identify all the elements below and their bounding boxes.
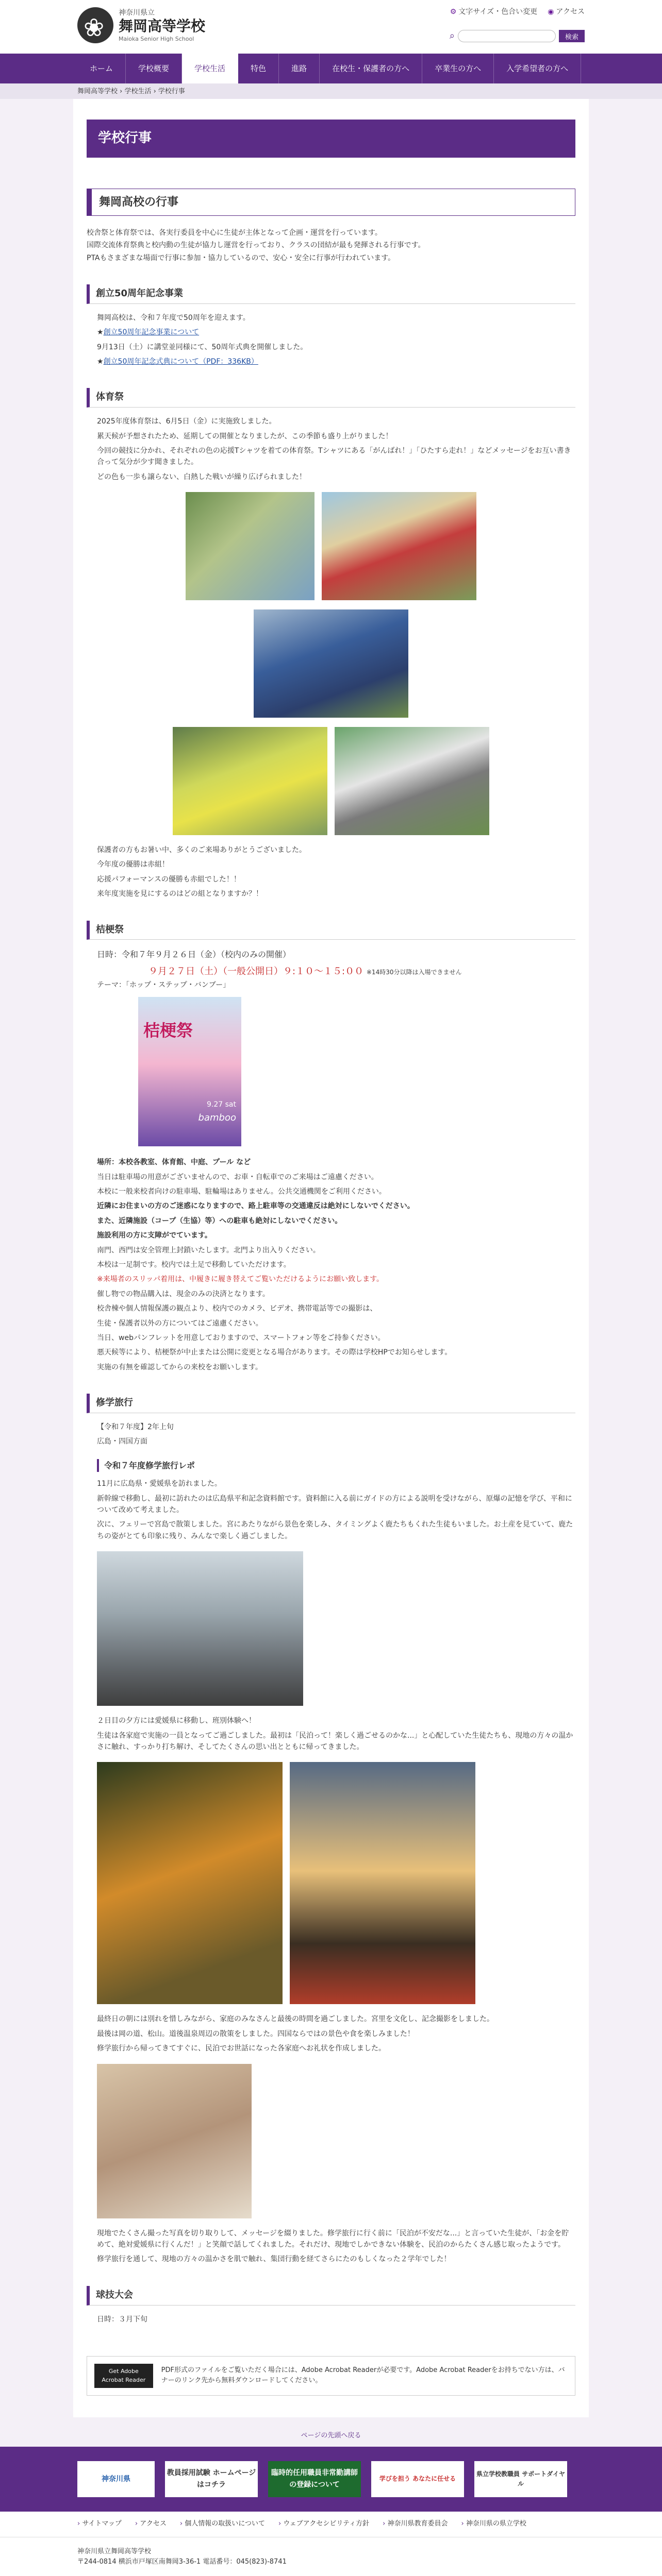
prefecture-label: 神奈川県立 bbox=[119, 9, 155, 17]
school-logo[interactable] bbox=[77, 7, 205, 44]
map-pin-icon: ◉ bbox=[548, 8, 554, 16]
nav-students-parents[interactable]: 在校生・保護者の方へ bbox=[320, 54, 422, 83]
school-name: 舞岡高等学校 bbox=[119, 18, 206, 35]
access-link[interactable]: ◉ アクセス bbox=[548, 8, 585, 16]
nav-alumni[interactable]: 卒業生の方へ bbox=[422, 54, 494, 83]
footer-board-of-education[interactable]: › 神奈川県教育委員会 bbox=[383, 2519, 448, 2530]
footer-prefectural-schools[interactable]: › 神奈川県の県立学校 bbox=[461, 2519, 526, 2530]
trip-photo-sunset bbox=[290, 1762, 475, 2004]
heading-trip-report: 令和７年度修学旅行レポ bbox=[97, 1459, 575, 1472]
section-title: 舞岡高校の行事 bbox=[87, 189, 575, 216]
sports-photo-5 bbox=[335, 727, 489, 835]
footer-access[interactable]: › アクセス bbox=[135, 2519, 167, 2530]
festival-poster: 桔梗祭 9.27 sat bamboo bbox=[138, 997, 241, 1146]
footer-links bbox=[0, 2512, 662, 2537]
gear-icon: ⚙ bbox=[450, 8, 457, 16]
link-50th-ceremony-pdf[interactable]: 創立50周年記念式典について（PDF：336KB） bbox=[103, 357, 258, 366]
footer-accessibility[interactable]: › ウェブアクセシビリティ方針 bbox=[278, 2519, 369, 2530]
heading-ball-games: 球技大会 bbox=[87, 2286, 575, 2306]
pdf-notice: Get Adobe Acrobat Reader PDF形式のファイルをご覧いただく場合には、Adobe Acrobat Readerが必要です。Adobe Acrobat Readerをお持ちでない方は、バナーのリンク先から無料ダウンロードしてください。 bbox=[87, 2356, 575, 2396]
nav-applicants[interactable]: 入学希望者の方へ bbox=[494, 54, 581, 83]
search-button[interactable]: 検索 bbox=[559, 30, 585, 42]
heading-school-trip: 修学旅行 bbox=[87, 1394, 575, 1413]
global-nav bbox=[0, 54, 662, 83]
page-title: 学校行事 bbox=[87, 120, 575, 158]
link-50th-project[interactable]: 創立50周年記念事業について bbox=[103, 328, 200, 337]
footer-address: 神奈川県立舞岡高等学校 〒244-0814 横浜市戸塚区南舞岡3-36-1 電話番号：045(823)-8741 bbox=[0, 2537, 662, 2576]
utility-links bbox=[450, 6, 585, 18]
search-input[interactable] bbox=[458, 30, 556, 42]
sports-photo-4 bbox=[173, 727, 327, 835]
nav-features[interactable]: 特色 bbox=[238, 54, 279, 83]
banner-temp-staff[interactable]: 臨時的任用職員非常勤講師の登録について bbox=[268, 2461, 361, 2497]
acrobat-banner[interactable]: Get Adobe Acrobat Reader bbox=[94, 2364, 153, 2388]
trip-photo-oranges bbox=[97, 1762, 283, 2004]
heading-sports-day: 体育祭 bbox=[87, 388, 575, 408]
nav-home[interactable]: ホーム bbox=[77, 54, 126, 83]
site-header bbox=[0, 0, 662, 54]
banner-kanagawa[interactable]: 神奈川県 bbox=[77, 2461, 155, 2497]
school-emblem-icon bbox=[77, 7, 113, 43]
footer-banners bbox=[0, 2447, 662, 2512]
font-size-link[interactable]: ⚙ 文字サイズ・色合い変更 bbox=[450, 8, 538, 16]
banner-teacher-exam[interactable]: 教員採用試験 ホームページはコチラ bbox=[165, 2461, 258, 2497]
lead-text: 校舎祭と体育祭では、各実行委員を中心に生徒が主体となって企画・運営を行っています。 国際交流体育祭典と校内動の生徒が協力し運営を行っており、クラスの団結が最も発揮される行事です。 PTAもさまざまな場面で行事に参加・協力しているので、安心・安全に行事が行われています。 bbox=[87, 228, 425, 262]
heading-festival: 桔梗祭 bbox=[87, 921, 575, 940]
sports-photo-1 bbox=[186, 492, 315, 600]
festival-date: 令和７年９月２６日（金）（校内のみの開催） bbox=[122, 950, 291, 960]
page-top-link[interactable]: ページの先頭へ戻る bbox=[301, 2432, 361, 2439]
sports-photo-3 bbox=[254, 609, 408, 718]
nav-school-life[interactable]: 学校生活 bbox=[182, 54, 238, 83]
sports-photo-2 bbox=[322, 492, 476, 600]
nav-overview[interactable]: 学校概要 bbox=[126, 54, 182, 83]
nav-career[interactable]: 進路 bbox=[279, 54, 320, 83]
trip-photo-miyajima bbox=[97, 1551, 303, 1706]
banner-learning[interactable]: 学びを担う あなたに任せる bbox=[371, 2461, 464, 2497]
trip-photo-letters bbox=[97, 2064, 252, 2218]
main-content: 学校行事 舞岡高校の行事 校舎祭と体育祭では、各実行委員を中心に生徒が主体となって企画・運営を行っています。 国際交流体育祭典と校内動の生徒が協力し運営を行っており、クラスの団結が最も発揮される行事です。 PTAもさまざまな場面で行事に参加・協力しているので、安心・安全に行事が行われています。 創立50周年記念事業 舞岡高校は、令和７年度で50周年を迎えます。 ★創立50周年記念事業について 9月13日（土）に講堂並同様にて、50周年式典を開催しました。 ★創立50周年記念式典について（PDF：336KB） 体育祭 2025年度体育祭は、6月5日（金）に実施致しました。 累天候が予想されたため、延期しての開催となりましたが、この季節も盛り上がりました！ 今回の競技に分かれ、それぞれの色の応援Tシャツを着ての体育祭。Tシャツにある「がんばれ！」「ひたすら走れ！」などメッセージをお互い書き合って気分が少す聞きました。 どの色も一歩も譲らない、白熱した戦いが繰り広げられました！ 保護者の方もお暑い中、多くのご来場ありがとうございました。 今年度の優勝は赤組！ 応援パフォーマンスの優勝も赤組でした！！ 来年度実施を見にするのはどの組となりますか？！ 桔梗祭 日時：令和７年９月２６日（金）（校内のみの開催） ９月２７日（土）（一般公開日）９:１０～１５:００ ※14時30分以降は入場できません テーマ：「ホップ・ステップ・バンブー」 桔梗祭 9.27 sat bamboo 場所：本校各教室、体育館、中庭、プール など 当日は駐車場の用意がございませんので、お車・自転車でのご来場はご遠慮ください。 本校に一般来校者向けの駐車場、駐輪場はありません。公共交通機関をご利用ください。 近隣にお住まいの方のご迷惑になりますので、路上駐車等の交通違反は絶対にしないでください。 また、近隣施設（コープ（生協）等）への駐車も絶対にしないでください。 施設利用の方に支障がでています。 南門、西門は安全管理上封鎖いたします。北門より出入りください。 本校は一足制です。校内では土足で移動していただけます。 ※来場者のスリッパ着用は、中履きに履き替えてご覧いただけるようにお願い致します。 催し物での物品購入は、現金のみの決済となります。 校舎棟や個人情報保護の観点より、校内でのカメラ、ビデオ、携帯電話等での撮影は、 生徒・保護者以外の方についてはご遠慮ください。 当日、webパンフレットを用意しておりますので、スマートフォン等をご持参ください。 悪天候等により、桔梗祭が中止または公開に変更となる場合があります。その際は学校HPでお知らせします。 実施の有無を確認してからの来校をお願いします。 修学旅行 【令和７年度】2年上旬 広島・四国方面 令和７年度修学旅行レポ 11月に広島県・愛媛県を訪れました。 新幹線で移動し、最初に訪れたのは広島県平和記念資料館です。資料館に入る前にガイドの方による説明を受けながら、原爆の記憶を学び、平和について改めて考えました。 次に、フェリーで宮島で散策しました。宮にあたりながら景色を楽しみ、タイミングよく鹿たちもくれた生徒もいました。お土産を見ていて、鹿たちの姿がとても印象に残り、みんなで楽しく過ごしました。 ２日目の夕方には愛媛県に移動し、班別体験へ！ 生徒は各家庭で実施の一員となってご過ごしました。最初は「民泊って！楽しく過ごせるのかな...」と心配していた生徒たちも、現地の方々の温かさに触れ、すっかり打ち解け、そしてたくさんの思い出とともに帰ってきました。 最終日の朝には別れを惜しみながら、家庭のみなさんと最後の時間を過ごしました。宮里を文化し、記念撮影をしました。 最後は岡の道、松山。道後温泉周辺の散策をしました。四国ならではの景色や食を楽しみました！ 修学旅行から帰ってきてすぐに、民泊でお世話になった各家庭へお礼状を作成しました。 現地でたくさん撮った写真を切り取りして、メッセージを綴りました。修学旅行に行く前に「民泊が不安だな...」と言っていた生徒が、「お金を貯めて、絶対愛媛県に行くんだ！」と笑顔で話してくれました。それだけ、現地でしかできない体験を、民泊のからたくさん感じ取ったようです。 修学旅行を通して、現地の方々の温かさを肌で触れ、集団行動を経てさらにたのもしくなった２学年でした！ 球技大会 日時：３月下旬 Get Adobe Acrobat Reader PDF形式のファイルをご覧いただく場合には、Adobe Acrobat Readerが必要です。Adobe Acrobat Readerをお持ちでない方は、バナーのリンク先から無料ダウンロードしてください。 bbox=[73, 99, 589, 2417]
footer-sitemap[interactable]: › サイトマップ bbox=[77, 2519, 122, 2530]
search-icon: ⌕ bbox=[449, 30, 455, 41]
site-search bbox=[450, 29, 585, 44]
footer-privacy[interactable]: › 個人情報の取扱いについて bbox=[180, 2519, 265, 2530]
heading-50th: 創立50周年記念事業 bbox=[87, 284, 575, 304]
breadcrumb[interactable]: 舞岡高等学校 › 学校生活 › 学校行事 bbox=[0, 83, 662, 99]
banner-support-dial[interactable]: 県立学校教職員 サポートダイヤル bbox=[474, 2461, 567, 2497]
school-name-en: Maioka Senior High School bbox=[119, 36, 194, 43]
